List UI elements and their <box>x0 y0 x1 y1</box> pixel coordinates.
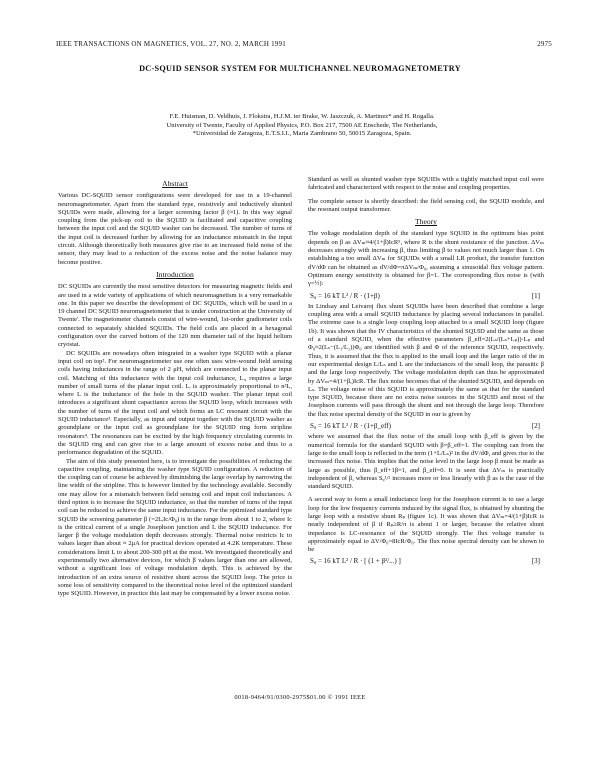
equation-body: Sᵩ = 16 kT L² / R · (1+β) <box>310 291 380 300</box>
author-affiliation: University of Twente, Faculty of Applied Physics, P.O. Box 217, 7500 AE Enschede, The Netherlands, <box>166 121 438 129</box>
author-affiliation-2: *Universidad de Zaragoza, E.T.S.I.I., Maria Zambrano 50, 50015 Zaragoza, Spain. <box>192 130 412 138</box>
page-number: 2975 <box>537 40 552 48</box>
equation-number: [2] <box>531 422 540 431</box>
abstract-text: Various DC-SQUID sensor configurations were developed for use in a 19-channel neuromagnetometer. Apart from the standard type, resistively and inductively shunted SQUIDs were made, allowing for a larger screening factor β (≈1). In this way signal coupling from the pick-up coil to the SQUID is facilitated and capacitive coupling between the input coil and the SQUID washer can be decreased. The number of turns of the input coil is decreased further by allowing for an inductance mismatch in the input circuit. Although theoretically both measures give rise to an increased field noise of the sensor, they may lead to a reduction of the excess noise and the noise balance may become positive. <box>58 192 292 266</box>
equation-number: [3] <box>531 557 540 566</box>
running-header: IEEE TRANSACTIONS ON MAGNETICS, VOL. 27, NO. 2, MARCH 1991 <box>56 40 286 48</box>
body-paragraph: A second way to form a small inductance loop for the Josephson current is to use a large loop for the low frequency currents induced by the signal flux, is obtained by shunting the large loop with a resistive shunt Rₚ (figure 1c). It was shown that ΔVₘ=4/(1+β)IcR is nearly independent of β if Rₚ≥R/π is about 1 or larger, because the relative shunt impedance is LC-resonance of the SQUID strongly. The flux voltage transfer is approximately equal to ΔV/Φ₀=8IcR/Φ₀. The flux noise spectral density can be shown to be <box>308 496 544 554</box>
body-paragraph: where we assumed that the flux noise of the small loop with β_eff is given by the numerical formula for the standard SQUID with β=β_eff=1. The coupling can from the large to the small loop is reflected in the term (1+L/Lₛ)² in the dV/dΦ, and gives rise to the increased flux noise. This implies that the noise level in the large loop β must be made as large as possible, thus β_eff+1β=1, and β_eff=0. It is seen that ΔVₘ is practically independent of β, whereas Sᵩ¹/² increases more or less linearly with β as is the case of the standard SQUID. <box>308 433 544 491</box>
author-names: F.E. Huisman, D. Veldhuis, J. Flokstra, H.J.M. ter Brake, W. Jaszczuk, A. Martinez* and H. Rogalla. <box>169 113 435 120</box>
equation-body: Sᵩ = 16 kT L² / R · [ (1 + β²/...) ] <box>310 557 401 566</box>
equation-number: [1] <box>531 291 540 300</box>
body-paragraph: The voltage modulation depth of the standard type SQUID in the optimum bias point depends on β as ΔVₘ≈4/(1+β)IcR⁵, where R is the shunt resistance of the junction. ΔVₘ decreases strongly with increasing β, thus limiting β to values not much larger than 1. On establishing a too small ΔVₘ for SQUIDs with a small LR product, the transfer function dV/dΦ can be obtained as dV/dΦ=πΔVₘ/Φ₀, assuming a sinusoidal flux voltage pattern. Optimum energy sensitivity is obtained for β=1. The corresponding flux noise is (with γ=½): <box>308 230 544 288</box>
author-block <box>60 113 544 139</box>
body-paragraph: DC SQUIDs are nowadays often integrated in a washer type SQUID with a planar input coil on top². For neuromagnetometer use one often uses wire-wound field sensing coils having inductances in the range of 2 μH, which are connected to the planar input coil. Matching of this inductance with the input coil inductance, Lᵢ, requires a large number of small turns of the planar input coil. Lᵢ is approximately proportional to n²L, where L is the inductance of the hole in the SQUID washer. The planar input coil introduces a significant shunt capacitance across the SQUID loop, which increases with the number of turns of the input coil and which forms an LC resonant circuit with the SQUID inductance³. Especially, as input and output together with the SQUID washer as groundplane or the input coil as groundplane for the SQUID ring form stripline resonators⁴. The resonances can be excited by the high frequency circulating currents in the SQUID ring and can give rise to a large amount of excess noise and thus to a performance degradation of the SQUID. <box>58 349 292 457</box>
equation-2 <box>308 422 544 430</box>
body-paragraph: In Lindsay and Leivaroj flux shunt SQUIDs have been described that combine a large coupling area with a small SQUID inductance by placing several inductances in parallel. The extreme case is a single loop coupling loop attached to a small SQUID loop (figure 1b). It was shown that the IV characteristics of the shunted SQUID and the same as those of a standard SQUID, when the effective parameters β_eff=2(Lₛ/(Lₛ+Lₚ))·Lₚ and Φ₀≈2(Lₛ−(L₁/L₂))Φ₀ are identified with β and Φ of the reference SQUID, respectively. Thus, it is assumed that the flux is applied to the small loop and the larger ratio of the in our experimental design L/Lₛ and L are the inductances of the small loop, the parasitic β and the large loop respectively. The voltage modulation depth can thus be approximated by ΔVₘ=4/(1+βₑ)IcR. The flux noise becomes that of the shunted SQUID, and depends on Lₛ. The voltage noise of this SQUID is approximately the same as that for the standard type SQUID, because there are no extra noise sources in the SQUID and most of the Josephson currents will pass through the shunt and not through the large loop. Therefore the flux noise spectral density of the SQUID in our is given by <box>308 302 544 418</box>
section-heading-theory: Theory <box>415 217 437 227</box>
right-column <box>308 176 544 569</box>
section-heading-introduction: Introduction <box>156 269 194 279</box>
left-column <box>58 176 292 599</box>
equation-3 <box>308 557 544 565</box>
body-paragraph: Standard as well as shunted washer type SQUIDs with a tightly matched input coil were fabricated and characterized with respect to the noise and coupling properties. <box>308 176 544 192</box>
equation-body: Sᵩ = 16 kT L² / R · (1+β_eff) <box>310 422 391 431</box>
copyright-footer: 0018-9464/91/0300-2975$01.00 © 1991 IEEE <box>234 694 366 701</box>
body-paragraph: The aim of this study presented here, is to investigate the possibilities of reducing the capacitive coupling, maintaining the washer type SQUID configuration. A reduction of the coupling can of course be achieved by diminishing the large overlap by narrowing the line width of the stripline. This is however limited by the technology available. Secondly one may allow for a mismatch between field sensing coil and input coil inductances. A third option is to increase the SQUID inductance, so that the number of turns of the input coil can be reduced to achieve the same input inductance. For the optimized standard type SQUID the screening parameter β (=2LᵢIc/Φ₀) is in the range from about 1 to 2, where Ic is the critical current of a single Josephson junction and L the SQUID inductance. For larger β the voltage modulation depth decreases strongly. Thermal noise restricts Ic to values larger than about ≈ 2μA for practical devices operated at 4.2K temperature. These considerations limit L to about 200-300 pH at the most. We investigated theoretically and experimentally two alternative devices, for which β values larger than one are allowed, without a significant loss of voltage modulation depth. This is achieved by the introduction of an extra source of resistive shunt across the SQUID loop. The price is some loss of sensitivity compared to the theoretical noise level of the optimized standard type SQUID. However, in practice this last may be compensated by a lower excess noise. <box>58 457 292 598</box>
body-paragraph: The complete sensor is shortly described: the field sensing coil, the SQUID module, and the resonant output transformer. <box>308 197 544 213</box>
section-heading-abstract: Abstract <box>162 179 188 188</box>
body-paragraph: DC SQUIDs are currently the most sensitive detectors for measuring magnetic fields and are used in a wide variety of applications of which neuromagnetism is a very remarkable one. In this paper we describe the development of DC SQUIDs, which will be used in a 19 channel DC SQUID neuromagnetometer that is under construction at the University of Twente'. The magnetometer channels consist of wire-wound, 1st-order gradiometer coils connected to separately shielded SQUIDs. The field coils are placed in a hexagonal configuration over the curved bottom of the 120 mm diameter tail of the liquid helium cryostat. <box>58 283 292 349</box>
paper-title: DC-SQUID SENSOR SYSTEM FOR MULTICHANNEL NEUROMAGNETOMETRY <box>139 64 461 73</box>
equation-1 <box>308 292 544 300</box>
